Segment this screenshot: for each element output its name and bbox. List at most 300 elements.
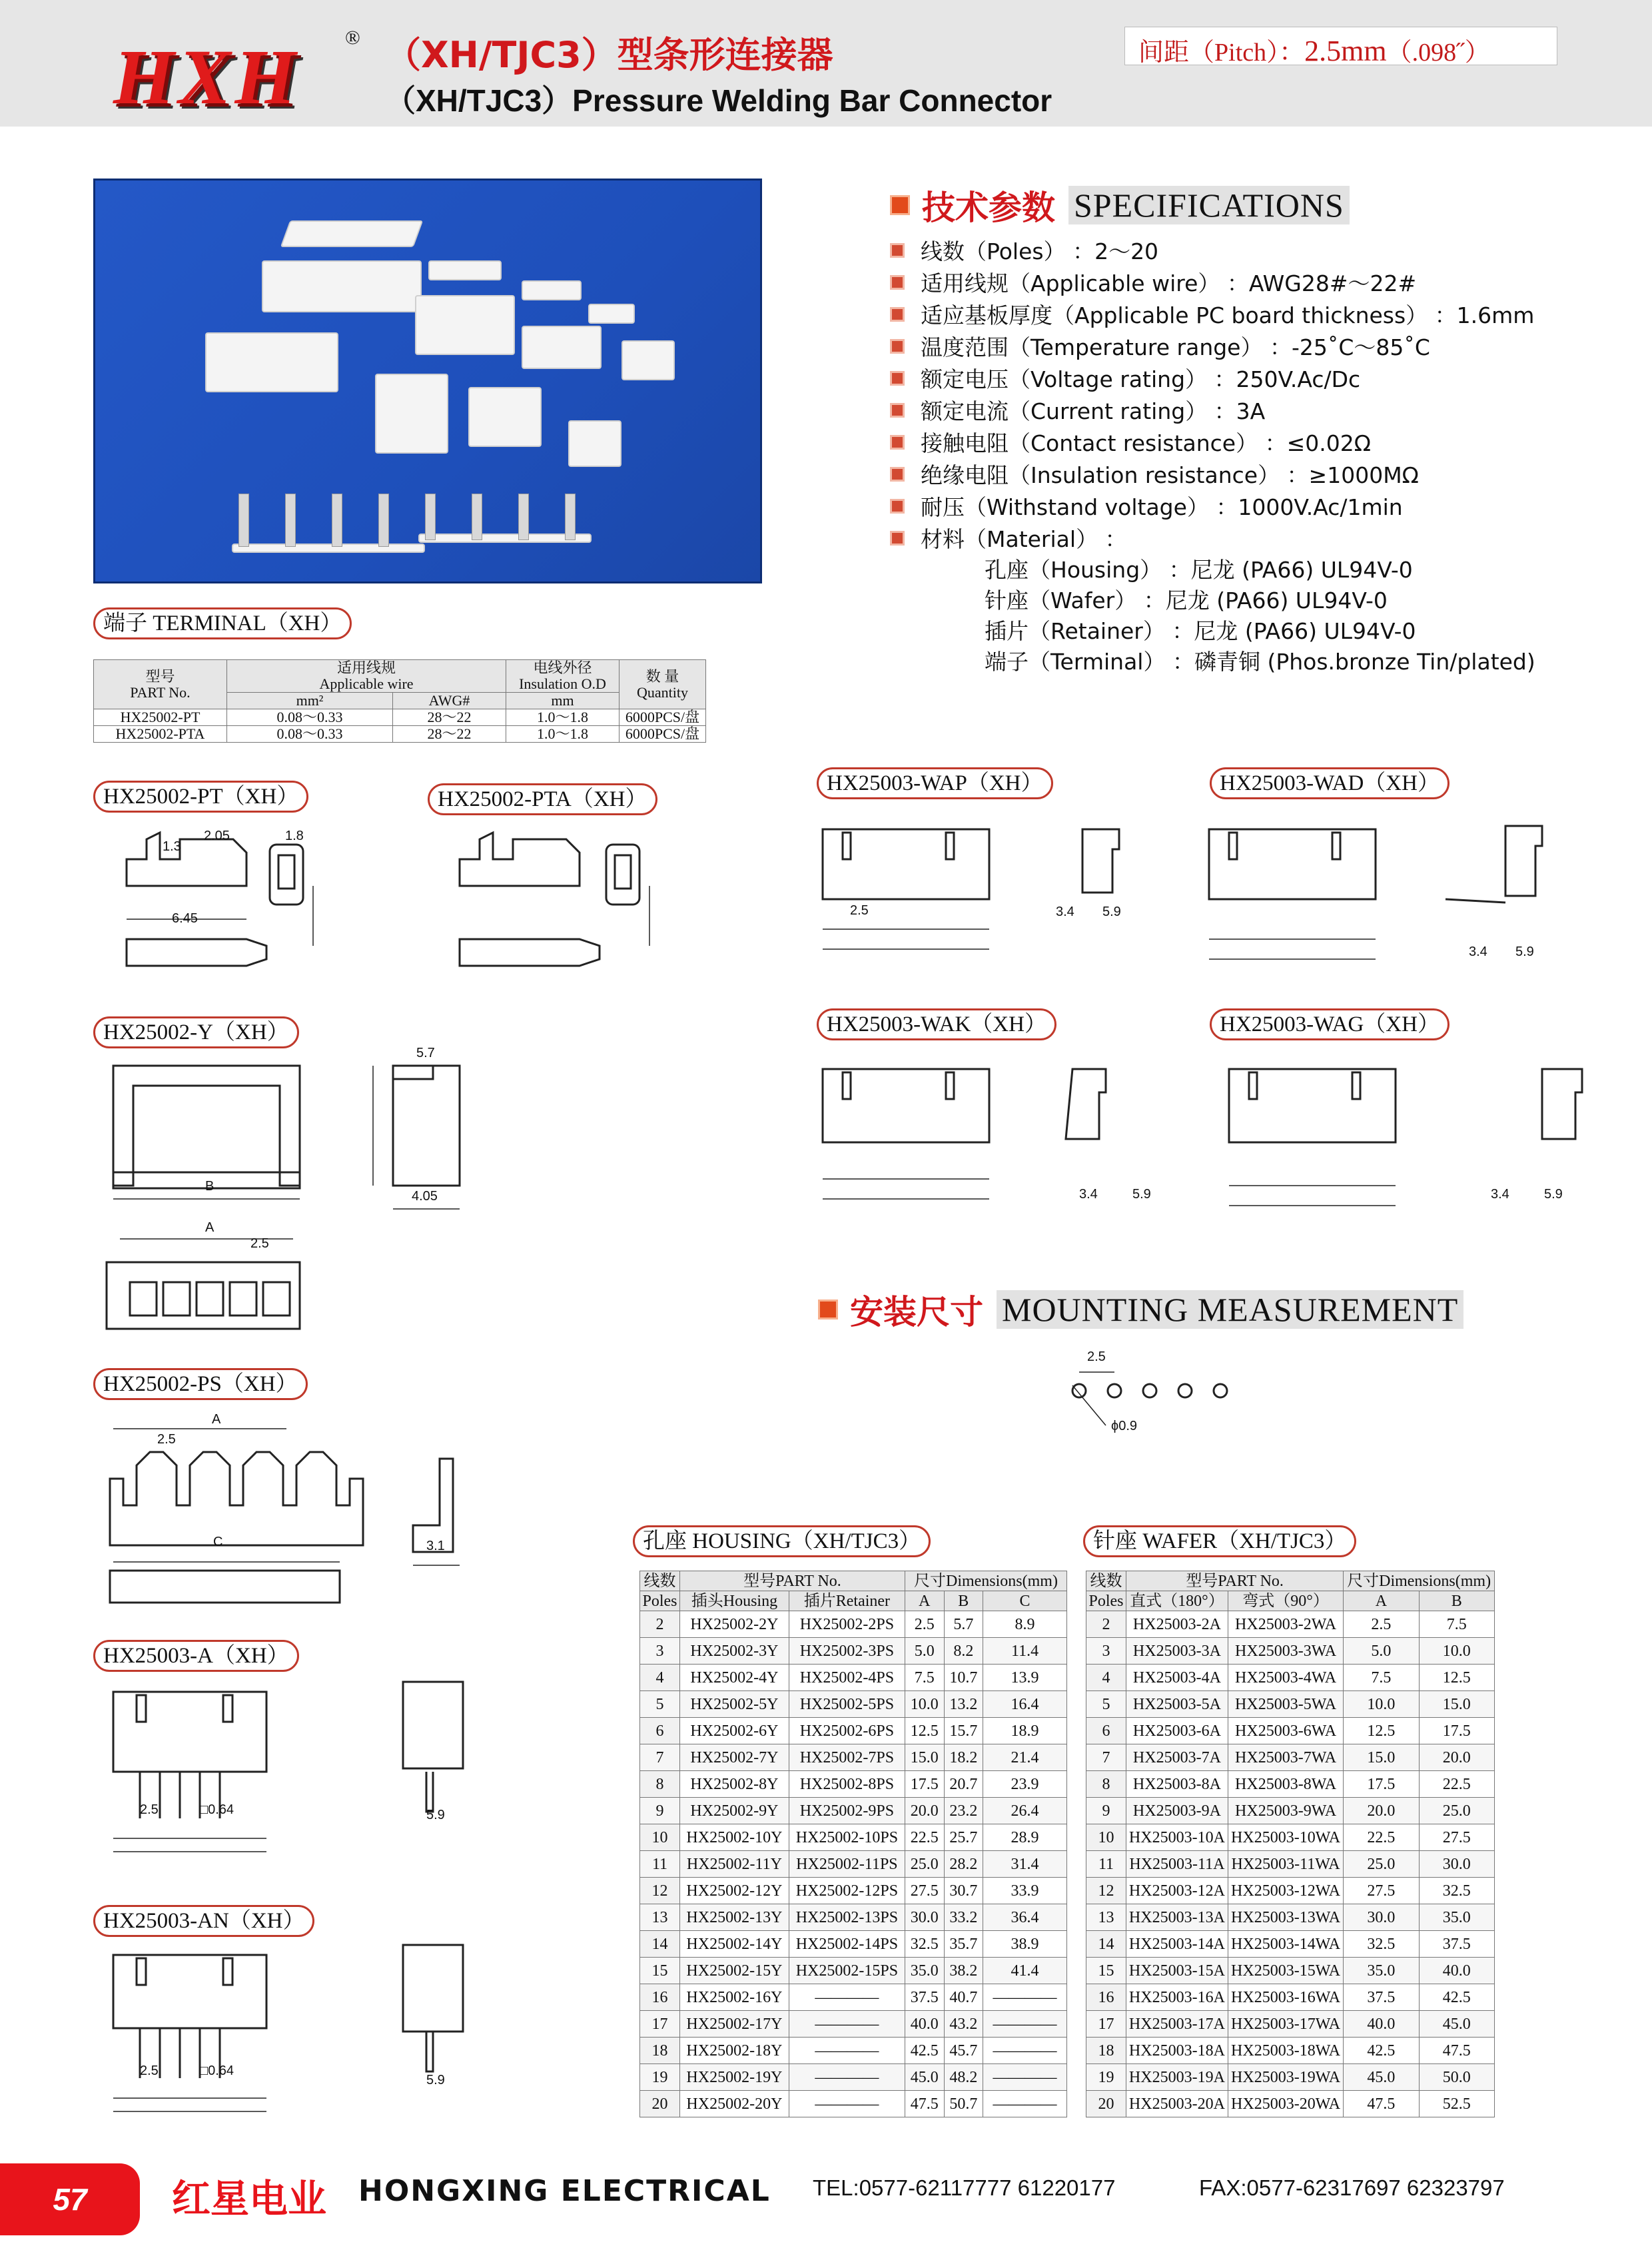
table-cell: HX25003-9WA bbox=[1228, 1798, 1343, 1824]
table-cell: 18 bbox=[640, 2038, 680, 2064]
table-cell: 32.5 bbox=[905, 1931, 944, 1958]
title-en: （XH/TJC3）Pressure Welding Bar Connector bbox=[385, 83, 1052, 118]
table-cell: 7 bbox=[1086, 1744, 1126, 1771]
table-cell: HX25003-15A bbox=[1126, 1958, 1228, 1984]
table-cell: 37.5 bbox=[1419, 1931, 1494, 1958]
spec-text: 耐压（Withstand voltage） ：1000V.Ac/1min bbox=[921, 494, 1403, 520]
table-cell: 13.9 bbox=[983, 1665, 1067, 1691]
table-cell: 47.5 bbox=[905, 2091, 944, 2117]
wafer-label: 针座 WAFER（XH/TJC3） bbox=[1083, 1525, 1356, 1557]
table-cell: ———— bbox=[789, 2011, 905, 2038]
specs-heading-en: SPECIFICATIONS bbox=[1068, 186, 1350, 224]
table-cell: HX25003-18WA bbox=[1228, 2038, 1343, 2064]
dim-5-9-wap: 5.9 bbox=[1102, 905, 1121, 919]
table-cell: 17.5 bbox=[1419, 1718, 1494, 1744]
housing-label: 孔座 HOUSING（XH/TJC3） bbox=[633, 1525, 931, 1557]
spec-text: 适用线规（Applicable wire） ：AWG28#～22# bbox=[921, 270, 1417, 296]
table-cell: 6 bbox=[1086, 1718, 1126, 1744]
table-cell: HX25003-6A bbox=[1126, 1718, 1228, 1744]
table-cell: 40.0 bbox=[1419, 1958, 1494, 1984]
table-row bbox=[1086, 2064, 1495, 2091]
table-cell: 33.9 bbox=[983, 1878, 1067, 1904]
table-cell: 11 bbox=[1086, 1851, 1126, 1878]
table-row bbox=[640, 2064, 1067, 2091]
table-cell: HX25003-15WA bbox=[1228, 1958, 1343, 1984]
table-row bbox=[1086, 2038, 1495, 2064]
table-cell: 43.2 bbox=[944, 2011, 983, 2038]
table-cell: 0.08～0.33 bbox=[227, 726, 393, 743]
table-row bbox=[640, 1984, 1067, 2011]
dim-4-05: 4.05 bbox=[412, 1189, 438, 1204]
table-cell: HX25003-16A bbox=[1126, 1984, 1228, 2011]
table-cell: 30.0 bbox=[1419, 1851, 1494, 1878]
table-cell: HX25002-PTA bbox=[94, 726, 227, 743]
table-cell: HX25002-9Y bbox=[680, 1798, 789, 1824]
table-cell: HX25003-4A bbox=[1126, 1665, 1228, 1691]
table-row bbox=[640, 2091, 1067, 2117]
table-cell: HX25002-8PS bbox=[789, 1771, 905, 1798]
dim-2-5-an: 2.5 bbox=[140, 2063, 159, 2078]
table-cell: HX25002-4Y bbox=[680, 1665, 789, 1691]
table-cell: 7 bbox=[640, 1744, 680, 1771]
table-cell: HX25002-13Y bbox=[680, 1904, 789, 1931]
table-cell: ———— bbox=[983, 1984, 1067, 2011]
table-cell: 13 bbox=[1086, 1904, 1126, 1931]
wafer-table: 线数 型号PART No. 尺寸Dimensions(mm) Poles 直式（180°） 弯式（90°） A B 2 HX25003-2A HX25003-2WA 2.5 7.5 3 HX25003-3A HX25003-3WA 5.0 10.0 4 HX25003-4A HX25003-4WA 7.5 12.5 5 HX25003-5A HX25003-5WA 10.0 15.0 6 HX25003-6A HX25003-6WA 12.5 17.5 7 HX25003-7A HX25003-7WA 15.0 20.0 8 HX25003-8A HX25003-8WA 17.5 22.5 9 HX25003-9A HX25003-9WA 20.0 25.0 10 HX25003-10A HX25003-10WA 22.5 27.5 11 HX25003-11A HX25003-11WA 25.0 30.0 12 HX25003-12A HX25003-12WA 27.5 32.5 13 HX25003-13A HX25003-13WA 30.0 35.0 14 HX25003-14A HX25003-14WA 32.5 37.5 15 HX25003-15A HX25003-15WA 35.0 40.0 16 HX25003-16A HX25003-16WA 37.5 42.5 17 HX25003-17A HX25003-17WA 40.0 45.0 18 HX25003-18A HX25003-18WA 42.5 47.5 19 HX25003-19A HX25003-19WA 45.0 50.0 20 HX25003-20A HX25003-20WA 47.5 52.5 bbox=[1086, 1571, 1495, 2117]
table-cell: 18.9 bbox=[983, 1718, 1067, 1744]
table-cell: 22.5 bbox=[905, 1824, 944, 1851]
table-cell: 3 bbox=[1086, 1638, 1126, 1665]
table-cell: 5 bbox=[1086, 1691, 1126, 1718]
fax: FAX:0577-62317697 62323797 bbox=[1199, 2175, 1505, 2200]
table-cell: 14 bbox=[1086, 1931, 1126, 1958]
table-cell: HX25002-15PS bbox=[789, 1958, 905, 1984]
table-row bbox=[1086, 1665, 1495, 1691]
table-cell: 21.4 bbox=[983, 1744, 1067, 1771]
table-cell: HX25003-8WA bbox=[1228, 1771, 1343, 1798]
specs-heading-cn: 技术参数 bbox=[922, 188, 1055, 227]
table-cell: 42.5 bbox=[1419, 1984, 1494, 2011]
table-cell: HX25002-14Y bbox=[680, 1931, 789, 1958]
table-cell: ———— bbox=[983, 2038, 1067, 2064]
table-row bbox=[640, 1851, 1067, 1878]
drawing-an bbox=[113, 1945, 463, 2111]
table-cell: 35.0 bbox=[1344, 1958, 1419, 1984]
pitch-label: 间距（Pitch）： bbox=[1138, 39, 1305, 67]
drawing-wag bbox=[1229, 1069, 1582, 1206]
table-cell: 20.0 bbox=[905, 1798, 944, 1824]
table-cell: 17.5 bbox=[1344, 1771, 1419, 1798]
table-cell: 15.0 bbox=[905, 1744, 944, 1771]
table-cell: 10.7 bbox=[944, 1665, 983, 1691]
table-cell: 12.5 bbox=[1419, 1665, 1494, 1691]
housing-table: 线数 型号PART No. 尺寸Dimensions(mm) Poles 插头Housing 插片Retainer A B C 2 HX25002-2Y HX25002-2PS 2.5 5.7 8.9 3 HX25002-3Y HX25002-3PS 5.0 8.2 11.4 4 HX25002-4Y HX25002-4PS 7.5 10.7 13.9 5 HX25002-5Y HX25002-5PS 10.0 13.2 16.4 6 HX25002-6Y HX25002-6PS 12.5 15.7 18.9 7 HX25002-7Y HX25002-7PS 15.0 18.2 21.4 8 HX25002-8Y HX25002-8PS 17.5 20.7 23.9 9 HX25002-9Y HX25002-9PS 20.0 23.2 26.4 10 HX25002-10Y HX25002-10PS 22.5 25.7 28.9 11 HX25002-11Y HX25002-11PS 25.0 28.2 31.4 12 HX25002-12Y HX25002-12PS 27.5 30.7 33.9 13 HX25002-13Y HX25002-13PS 30.0 33.2 36.4 14 HX25002-14Y HX25002-14PS 32.5 35.7 38.9 15 HX25002-15Y HX25002-15PS 35.0 38.2 41.4 16 HX25002-16Y ———— 37.5 40.7 ———— 17 HX25002-17Y ———— 40.0 43.2 ———— 18 HX25002-18Y ———— 42.5 45.7 ———— 19 HX25002-19Y ———— 45.0 48.2 ———— 20 HX25002-20Y ———— 47.5 50.7 ———— bbox=[639, 1571, 1067, 2117]
table-cell: HX25002-14PS bbox=[789, 1931, 905, 1958]
table-row bbox=[640, 1718, 1067, 1744]
table-cell: HX25002-13PS bbox=[789, 1904, 905, 1931]
table-cell: ———— bbox=[983, 2064, 1067, 2091]
table-cell: 40.0 bbox=[1344, 2011, 1419, 2038]
table-cell: 27.5 bbox=[1419, 1824, 1494, 1851]
table-cell: 15.0 bbox=[1344, 1744, 1419, 1771]
table-cell: 1.0～1.8 bbox=[506, 726, 620, 743]
table-cell: HX25002-6PS bbox=[789, 1718, 905, 1744]
table-cell: HX25003-17A bbox=[1126, 2011, 1228, 2038]
drawing-y bbox=[107, 1066, 460, 1329]
label-hx25003-wak: HX25003-WAK（XH） bbox=[817, 1008, 1056, 1040]
table-row bbox=[1086, 1691, 1495, 1718]
table-row bbox=[640, 1931, 1067, 1958]
dim-a-y: A bbox=[205, 1220, 214, 1235]
table-cell: 4 bbox=[1086, 1665, 1126, 1691]
table-row bbox=[1086, 1824, 1495, 1851]
table-cell: HX25003-7WA bbox=[1228, 1744, 1343, 1771]
table-cell: 12 bbox=[640, 1878, 680, 1904]
table-cell: HX25003-17WA bbox=[1228, 2011, 1343, 2038]
table-cell: 5.0 bbox=[905, 1638, 944, 1665]
table-cell: HX25002-2PS bbox=[789, 1611, 905, 1638]
table-cell: HX25002-12Y bbox=[680, 1878, 789, 1904]
table-cell: HX25003-3WA bbox=[1228, 1638, 1343, 1665]
label-hx25002-pt: HX25002-PT（XH） bbox=[93, 781, 308, 813]
table-cell: 45.7 bbox=[944, 2038, 983, 2064]
table-cell: 15.7 bbox=[944, 1718, 983, 1744]
table-cell: HX25002-11PS bbox=[789, 1851, 905, 1878]
label-hx25003-an: HX25003-AN（XH） bbox=[93, 1905, 314, 1937]
table-cell: HX25003-12A bbox=[1126, 1878, 1228, 1904]
table-cell: HX25002-10Y bbox=[680, 1824, 789, 1851]
table-cell: HX25002-10PS bbox=[789, 1824, 905, 1851]
dim-2-5-y: 2.5 bbox=[250, 1236, 269, 1251]
table-cell: HX25003-11A bbox=[1126, 1851, 1228, 1878]
dim-3-4-wak: 3.4 bbox=[1079, 1187, 1098, 1202]
table-cell: HX25003-11WA bbox=[1228, 1851, 1343, 1878]
table-cell: 35.0 bbox=[905, 1958, 944, 1984]
table-cell: 42.5 bbox=[905, 2038, 944, 2064]
table-cell: 18 bbox=[1086, 2038, 1126, 2064]
table-cell: 11 bbox=[640, 1851, 680, 1878]
table-cell: 16 bbox=[1086, 1984, 1126, 2011]
table-cell: 50.0 bbox=[1419, 2064, 1494, 2091]
table-cell: 12.5 bbox=[905, 1718, 944, 1744]
drawing-wad bbox=[1209, 826, 1542, 959]
dim-c-ps: C bbox=[213, 1535, 223, 1549]
table-cell: 30.0 bbox=[1344, 1904, 1419, 1931]
table-cell: HX25002-12PS bbox=[789, 1878, 905, 1904]
spec-text: 适应基板厚度（Applicable PC board thickness） ：1.6mm bbox=[921, 302, 1535, 328]
label-hx25003-a: HX25003-A（XH） bbox=[93, 1640, 299, 1672]
table-cell: 13 bbox=[640, 1904, 680, 1931]
table-cell: 27.5 bbox=[905, 1878, 944, 1904]
table-cell: HX25002-3PS bbox=[789, 1638, 905, 1665]
table-cell: 45.0 bbox=[1344, 2064, 1419, 2091]
dim-2-5-mount: 2.5 bbox=[1087, 1349, 1106, 1364]
table-cell: HX25002-5Y bbox=[680, 1691, 789, 1718]
table-cell: 20 bbox=[1086, 2091, 1126, 2117]
table-cell: 8.2 bbox=[944, 1638, 983, 1665]
table-row bbox=[1086, 1931, 1495, 1958]
table-cell: 22.5 bbox=[1344, 1824, 1419, 1851]
table-cell: 38.9 bbox=[983, 1931, 1067, 1958]
table-cell: 27.5 bbox=[1344, 1878, 1419, 1904]
table-cell: HX25003-7A bbox=[1126, 1744, 1228, 1771]
table-row bbox=[1086, 1851, 1495, 1878]
drawing-ps bbox=[110, 1429, 460, 1603]
table-row bbox=[640, 1824, 1067, 1851]
table-cell: HX25003-19A bbox=[1126, 2064, 1228, 2091]
table-cell: 25.7 bbox=[944, 1824, 983, 1851]
table-cell: HX25002-5PS bbox=[789, 1691, 905, 1718]
spec-text: 接触电阻（Contact resistance） ：≤0.02Ω bbox=[921, 430, 1371, 456]
drawing-wap bbox=[823, 829, 1119, 949]
table-cell: 32.5 bbox=[1419, 1878, 1494, 1904]
table-cell: 19 bbox=[1086, 2064, 1126, 2091]
table-cell: 47.5 bbox=[1419, 2038, 1494, 2064]
dim-0-64-an: □0.64 bbox=[200, 2063, 234, 2078]
spec-text: 绝缘电阻（Insulation resistance） ：≥1000MΩ bbox=[921, 462, 1419, 488]
label-hx25003-wag: HX25003-WAG（XH） bbox=[1210, 1008, 1449, 1040]
table-cell: 11.4 bbox=[983, 1638, 1067, 1665]
table-cell: 7.5 bbox=[905, 1665, 944, 1691]
dim-1-3: 1.3 bbox=[163, 839, 181, 854]
table-cell: 50.7 bbox=[944, 2091, 983, 2117]
dim-5-7: 5.7 bbox=[416, 1046, 435, 1060]
table-cell: 42.5 bbox=[1344, 2038, 1419, 2064]
table-row bbox=[640, 2038, 1067, 2064]
material-item: 插片（Retainer） ：尼龙 (PA66) UL94V-0 bbox=[985, 618, 1416, 644]
table-cell: HX25002-16Y bbox=[680, 1984, 789, 2011]
table-cell: HX25002-20Y bbox=[680, 2091, 789, 2117]
label-hx25003-wad: HX25003-WAD（XH） bbox=[1210, 767, 1449, 799]
table-cell: ———— bbox=[789, 2091, 905, 2117]
dim-3-4-wad: 3.4 bbox=[1469, 944, 1487, 959]
dim-5-9-wak: 5.9 bbox=[1132, 1187, 1151, 1202]
table-cell: HX25003-12WA bbox=[1228, 1878, 1343, 1904]
table-cell: 0.08～0.33 bbox=[227, 709, 393, 726]
table-cell: HX25002-3Y bbox=[680, 1638, 789, 1665]
table-cell: HX25003-18A bbox=[1126, 2038, 1228, 2064]
table-cell: HX25002-6Y bbox=[680, 1718, 789, 1744]
table-cell: HX25002-11Y bbox=[680, 1851, 789, 1878]
table-cell: 23.2 bbox=[944, 1798, 983, 1824]
table-cell: ———— bbox=[789, 2064, 905, 2091]
table-cell: 2.5 bbox=[1344, 1611, 1419, 1638]
table-cell: 1.0～1.8 bbox=[506, 709, 620, 726]
table-cell: HX25003-14A bbox=[1126, 1931, 1228, 1958]
table-cell: 10.0 bbox=[1344, 1691, 1419, 1718]
dim-5-9-a: 5.9 bbox=[426, 1808, 445, 1822]
table-cell: 14 bbox=[640, 1931, 680, 1958]
table-cell: 37.5 bbox=[1344, 1984, 1419, 2011]
table-cell: 41.4 bbox=[983, 1958, 1067, 1984]
table-row bbox=[1086, 1878, 1495, 1904]
table-row bbox=[1086, 1771, 1495, 1798]
dim-hole-diameter: ϕ0.9 bbox=[1111, 1419, 1138, 1433]
table-cell: 5 bbox=[640, 1691, 680, 1718]
table-cell: HX25002-18Y bbox=[680, 2038, 789, 2064]
table-cell: 12 bbox=[1086, 1878, 1126, 1904]
spec-text: 额定电流（Current rating） ：3A bbox=[921, 398, 1266, 424]
table-cell: HX25003-10A bbox=[1126, 1824, 1228, 1851]
table-cell: ———— bbox=[789, 1984, 905, 2011]
table-cell: 20.0 bbox=[1419, 1744, 1494, 1771]
table-cell: 10.0 bbox=[1419, 1638, 1494, 1665]
table-row bbox=[1086, 1984, 1495, 2011]
mounting-heading-cn: 安装尺寸 bbox=[850, 1293, 983, 1331]
table-cell: 28.2 bbox=[944, 1851, 983, 1878]
table-cell: 20.7 bbox=[944, 1771, 983, 1798]
table-cell: HX25002-9PS bbox=[789, 1798, 905, 1824]
table-cell: HX25002-19Y bbox=[680, 2064, 789, 2091]
table-cell: 38.2 bbox=[944, 1958, 983, 1984]
table-cell: HX25003-4WA bbox=[1228, 1665, 1343, 1691]
table-row bbox=[1086, 1904, 1495, 1931]
dim-b-y: B bbox=[205, 1179, 214, 1194]
table-cell: 52.5 bbox=[1419, 2091, 1494, 2117]
table-cell: 17.5 bbox=[905, 1771, 944, 1798]
table-cell: 23.9 bbox=[983, 1771, 1067, 1798]
table-cell: 36.4 bbox=[983, 1904, 1067, 1931]
table-cell: 8 bbox=[1086, 1771, 1126, 1798]
pitch-value: 2.5mm bbox=[1304, 35, 1387, 67]
table-cell: 30.7 bbox=[944, 1878, 983, 1904]
table-cell: HX25003-13WA bbox=[1228, 1904, 1343, 1931]
brand-logo: HXH bbox=[113, 33, 300, 121]
dim-3-4-wap: 3.4 bbox=[1056, 905, 1074, 919]
table-cell: 40.0 bbox=[905, 2011, 944, 2038]
mounting-heading-en: MOUNTING MEASUREMENT bbox=[997, 1290, 1463, 1329]
dim-3-1: 3.1 bbox=[426, 1539, 445, 1553]
table-cell: 22.5 bbox=[1419, 1771, 1494, 1798]
table-row bbox=[640, 1878, 1067, 1904]
drawing-pt bbox=[127, 833, 313, 966]
table-cell: HX25003-5WA bbox=[1228, 1691, 1343, 1718]
telephone: TEL:0577-62117777 61220177 bbox=[813, 2175, 1116, 2200]
spec-text: 额定电压（Voltage rating） ：250V.Ac/Dc bbox=[921, 366, 1361, 392]
table-row bbox=[1086, 2091, 1495, 2117]
table-cell: HX25003-10WA bbox=[1228, 1824, 1343, 1851]
pitch-inch: （.098˝） bbox=[1386, 39, 1490, 67]
table-cell: 40.7 bbox=[944, 1984, 983, 2011]
dim-0-64-a: □0.64 bbox=[200, 1802, 234, 1817]
table-row bbox=[640, 1691, 1067, 1718]
spec-text: 材料（Material） ： bbox=[921, 526, 1127, 552]
material-item: 孔座（Housing） ：尼龙 (PA66) UL94V-0 bbox=[985, 557, 1413, 583]
table-cell: 30.0 bbox=[905, 1904, 944, 1931]
dim-1-8: 1.8 bbox=[285, 829, 304, 843]
table-cell: 8 bbox=[640, 1771, 680, 1798]
table-cell: 6000PCS/盘 bbox=[620, 709, 706, 726]
table-cell: 25.0 bbox=[1419, 1798, 1494, 1824]
table-cell: HX25002-7PS bbox=[789, 1744, 905, 1771]
table-cell: HX25002-4PS bbox=[789, 1665, 905, 1691]
table-cell: 19 bbox=[640, 2064, 680, 2091]
table-cell: 25.0 bbox=[1344, 1851, 1419, 1878]
table-cell: HX25003-3A bbox=[1126, 1638, 1228, 1665]
bullet-square-icon bbox=[818, 1300, 838, 1319]
table-cell: 2 bbox=[640, 1611, 680, 1638]
table-cell: HX25003-20A bbox=[1126, 2091, 1228, 2117]
title-cn: （XH/TJC3）型条形连接器 bbox=[385, 34, 833, 76]
table-cell: 10 bbox=[640, 1824, 680, 1851]
table-row bbox=[640, 1638, 1067, 1665]
table-cell: 10 bbox=[1086, 1824, 1126, 1851]
table-cell: HX25003-2A bbox=[1126, 1611, 1228, 1638]
table-cell: 35.0 bbox=[1419, 1904, 1494, 1931]
table-cell: 9 bbox=[640, 1798, 680, 1824]
table-cell: 45.0 bbox=[1419, 2011, 1494, 2038]
table-cell: 20.0 bbox=[1344, 1798, 1419, 1824]
table-row bbox=[1086, 1638, 1495, 1665]
table-cell: 25.0 bbox=[905, 1851, 944, 1878]
table-cell: 4 bbox=[640, 1665, 680, 1691]
table-cell: 45.0 bbox=[905, 2064, 944, 2091]
table-cell: 5.0 bbox=[1344, 1638, 1419, 1665]
table-row bbox=[640, 1771, 1067, 1798]
table-cell: 15 bbox=[640, 1958, 680, 1984]
table-cell: 47.5 bbox=[1344, 2091, 1419, 2117]
table-row bbox=[640, 1611, 1067, 1638]
table-cell: ———— bbox=[789, 2038, 905, 2064]
table-cell: 28～22 bbox=[392, 709, 506, 726]
table-cell: HX25003-8A bbox=[1126, 1771, 1228, 1798]
table-row bbox=[640, 1904, 1067, 1931]
dim-2-5-wap: 2.5 bbox=[850, 903, 869, 918]
dim-5-9-wad: 5.9 bbox=[1515, 944, 1534, 959]
table-cell: 16.4 bbox=[983, 1691, 1067, 1718]
table-cell: 26.4 bbox=[983, 1798, 1067, 1824]
table-cell: HX25003-6WA bbox=[1228, 1718, 1343, 1744]
dim-5-9-an: 5.9 bbox=[426, 2073, 445, 2087]
table-cell: HX25002-8Y bbox=[680, 1771, 789, 1798]
company-name-en: HONGXING ELECTRICAL bbox=[358, 2174, 771, 2208]
dim-2-5-a: 2.5 bbox=[140, 1802, 159, 1817]
table-cell: 12.5 bbox=[1344, 1718, 1419, 1744]
table-cell: 28～22 bbox=[392, 726, 506, 743]
table-cell: HX25003-14WA bbox=[1228, 1931, 1343, 1958]
spec-text: 线数（Poles） ：2～20 bbox=[921, 238, 1159, 264]
table-cell: HX25003-13A bbox=[1126, 1904, 1228, 1931]
dim-3-4-wag: 3.4 bbox=[1491, 1187, 1509, 1202]
table-cell: 6 bbox=[640, 1718, 680, 1744]
table-row bbox=[1086, 1718, 1495, 1744]
table-cell: 48.2 bbox=[944, 2064, 983, 2091]
table-cell: 9 bbox=[1086, 1798, 1126, 1824]
table-cell: 33.2 bbox=[944, 1904, 983, 1931]
table-cell: 15.0 bbox=[1419, 1691, 1494, 1718]
table-cell: 18.2 bbox=[944, 1744, 983, 1771]
table-cell: 37.5 bbox=[905, 1984, 944, 2011]
label-hx25002-pta: HX25002-PTA（XH） bbox=[428, 783, 657, 815]
table-row bbox=[1086, 1798, 1495, 1824]
table-cell: 6000PCS/盘 bbox=[620, 726, 706, 743]
table-cell: HX25002-PT bbox=[94, 709, 227, 726]
table-cell: 16 bbox=[640, 1984, 680, 2011]
dim-6-45: 6.45 bbox=[172, 911, 198, 926]
material-item: 端子（Terminal） ：磷青铜 (Phos.bronze Tin/plated) bbox=[985, 649, 1535, 675]
table-cell: 35.7 bbox=[944, 1931, 983, 1958]
table-cell: HX25003-9A bbox=[1126, 1798, 1228, 1824]
table-cell: HX25003-16WA bbox=[1228, 1984, 1343, 2011]
table-cell: ———— bbox=[983, 2011, 1067, 2038]
dim-5-9-wag: 5.9 bbox=[1544, 1187, 1563, 1202]
drawing-pta bbox=[460, 833, 649, 966]
table-cell: HX25003-5A bbox=[1126, 1691, 1228, 1718]
table-cell: HX25002-15Y bbox=[680, 1958, 789, 1984]
material-item: 针座（Wafer） ：尼龙 (PA66) UL94V-0 bbox=[985, 587, 1388, 613]
table-row bbox=[1086, 1611, 1495, 1638]
mounting-heading bbox=[818, 1286, 1463, 1333]
